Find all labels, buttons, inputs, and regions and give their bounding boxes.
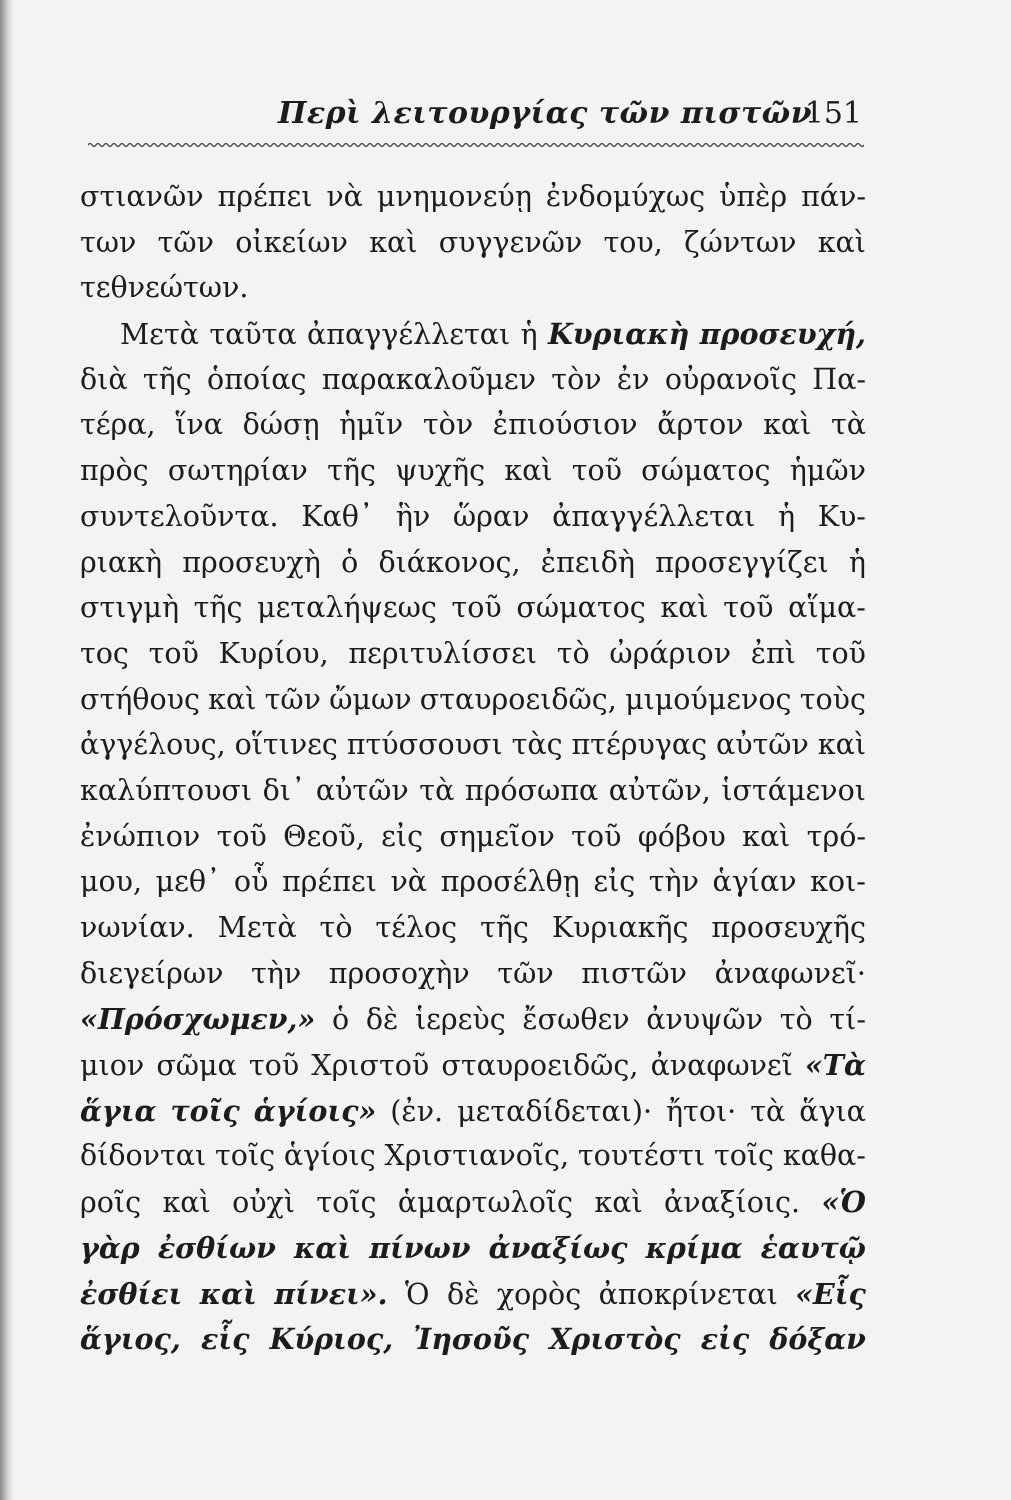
word: τὸ [779, 1003, 813, 1037]
word: παρακαλοῦμεν [321, 362, 536, 396]
word: Κύριος, [269, 1322, 394, 1357]
word: πρὸς [80, 454, 149, 488]
word: νὰ [390, 865, 428, 899]
word: των [80, 225, 137, 259]
word: ἑαυτῷ [760, 1230, 866, 1265]
word: ἐπιούσιον [492, 408, 638, 442]
word: Ὁ [405, 1277, 430, 1311]
word: τὸ [319, 911, 353, 944]
word: τοῦ [248, 1049, 300, 1083]
word: ὠράριον [609, 636, 732, 670]
word: ἀποκρίνεται [598, 1277, 778, 1311]
word: καὶ [504, 454, 553, 488]
word: τοῦ [451, 591, 502, 625]
word: καὶ [369, 225, 418, 259]
word: ἀναφωνεῖ [650, 1049, 793, 1083]
word: διάκονος, [378, 545, 521, 579]
word: προσέλθῃ [440, 865, 580, 899]
word: ὑπὲρ [719, 180, 788, 213]
word: χορὸς [496, 1277, 582, 1311]
word: σταυροειδῶς, [419, 682, 617, 716]
word: αὐτῶν [315, 773, 409, 807]
word: στιγμὴ [80, 591, 180, 625]
word: ἡ [848, 545, 866, 579]
word: προσεγγίζει [655, 545, 829, 579]
word: σώματος [641, 454, 771, 488]
word: ἐπὶ [750, 636, 796, 670]
word: μεθ᾽ [155, 865, 221, 899]
word: Κυριακῆς [551, 911, 689, 944]
word: σωτηρίαν [167, 454, 308, 488]
word: πρόσωπα [464, 773, 599, 807]
word: τί- [829, 1003, 866, 1037]
word: ἡ [777, 499, 796, 533]
word: Χριστὸς [549, 1322, 681, 1357]
word: προσευχὴ [182, 545, 321, 579]
word: πίνει». [274, 1276, 388, 1311]
word: διὰ [80, 362, 128, 396]
word: ἡ [520, 318, 538, 352]
page-number: 151 [804, 96, 862, 131]
word: φόβου [637, 819, 726, 853]
word: δὲ [446, 1277, 480, 1311]
word: στήθους [80, 682, 200, 716]
word: αἵμα- [788, 591, 866, 625]
word: μεταλήψεως [257, 591, 437, 625]
word: Χριστοῦ [311, 1049, 430, 1083]
word: καλύπτουσι [80, 773, 253, 807]
word: διεγείρων [80, 956, 224, 990]
word: ἄρτον [657, 408, 744, 442]
text-line [80, 774, 866, 820]
word: ὥραν [452, 499, 530, 533]
word: καὶ [660, 591, 709, 625]
word: νωνίαν. [80, 911, 195, 944]
word: τοῖς [215, 1139, 276, 1173]
text-line [80, 363, 866, 409]
word: τέρα, [80, 408, 156, 442]
word: ἐσθίει [80, 1276, 183, 1311]
word: ἱερεὺς [414, 1003, 506, 1037]
text-line [80, 1322, 866, 1368]
word: μιμούμενος [625, 682, 792, 716]
body-text [80, 180, 866, 1368]
page-edge-shadow [0, 0, 14, 1500]
word: μου, [80, 865, 143, 899]
word: ροῖς [80, 1186, 142, 1220]
word: προσευχή, [699, 317, 866, 352]
text-line [80, 1185, 866, 1231]
running-head [88, 96, 864, 136]
word: τὸν [422, 408, 474, 442]
word: τοῦ [571, 819, 622, 853]
word: πτέρυγας [571, 728, 708, 762]
word: ὁ [341, 545, 359, 579]
word: εἷς [200, 1322, 250, 1357]
running-title: Περὶ λειτουργίας τῶν πιστῶν [278, 96, 813, 131]
word: πρέπει [281, 865, 377, 899]
word: καὶ [594, 1186, 643, 1220]
word: οἰκείων [235, 225, 348, 259]
word: ἔσωθεν [522, 1003, 630, 1037]
word: προσοχὴν [328, 956, 470, 990]
word: ζώντων [684, 225, 797, 259]
word: Μετὰ [217, 911, 297, 944]
word: τὰ [419, 773, 455, 807]
word: τοῦ [148, 636, 199, 670]
word: καθα- [782, 1139, 866, 1173]
word: τέλος [375, 911, 458, 944]
word: ἐσθίων [157, 1230, 276, 1265]
word: ὤμων [329, 682, 412, 716]
word: δι᾽ [262, 773, 306, 807]
word: κρίμα [645, 1230, 743, 1265]
text-line [80, 546, 866, 592]
word: ταῦτα [209, 318, 297, 352]
word: τοῦ [723, 591, 774, 625]
word: στιανῶν [80, 180, 204, 213]
word: ἀναξίως [488, 1230, 628, 1265]
word: δίδονται [80, 1139, 207, 1173]
word: ἱστάμενοι [721, 773, 866, 807]
word: ἀναφωνεῖ· [714, 956, 866, 990]
word: «Πρόσχωμεν,» [80, 1002, 316, 1037]
word: τοῦ [216, 819, 267, 853]
word: ψυχῆς [395, 454, 486, 488]
word: ἐνώπιον [80, 819, 201, 853]
text-line [80, 865, 866, 911]
word: τὴν [648, 865, 699, 899]
word: δώσῃ [242, 408, 320, 442]
word: νὰ [326, 180, 363, 213]
word: Μετὰ [120, 318, 199, 352]
word: ἀνυψῶν [646, 1003, 764, 1037]
text-line [80, 1139, 866, 1185]
word: δὲ [365, 1003, 399, 1037]
word: ἣν [395, 499, 431, 533]
word: ἀπαγγέλλεται [552, 499, 756, 533]
word: τὸ [556, 636, 590, 670]
word: τεθνεώτων. [80, 271, 249, 305]
text-line [80, 683, 866, 729]
word: εἰς [381, 819, 424, 853]
word: ἵνα [175, 408, 223, 442]
word: Καθ᾽ [301, 499, 374, 533]
word: καὶ [817, 225, 866, 259]
wavy-rule [88, 142, 864, 148]
word: καὶ [763, 408, 812, 442]
text-line [80, 1277, 866, 1323]
word: καὶ [208, 682, 257, 716]
word: τῆς [142, 362, 192, 396]
word: τὸν [551, 362, 602, 396]
word: αὐτῶν [715, 728, 809, 762]
word: Θεοῦ, [283, 819, 365, 853]
word: τὰ [830, 408, 866, 442]
word: οὐρανοῖς [664, 362, 797, 396]
word: τος [80, 636, 129, 670]
word: «Τὰ [804, 1048, 866, 1083]
word: δόξαν [769, 1322, 866, 1357]
text-line [80, 728, 866, 774]
word: κοι- [810, 865, 866, 899]
word: σημεῖον [439, 819, 555, 853]
word: συντελοῦντα. [80, 499, 279, 533]
word: πιστῶν [581, 956, 687, 990]
text-line [80, 957, 866, 1003]
text-line [80, 820, 866, 866]
word: προσευχῆς [711, 911, 866, 944]
word: οὗ [233, 865, 269, 899]
word: τοῦ [815, 636, 866, 670]
word: Πα- [812, 362, 866, 396]
word: τὴν [251, 956, 302, 990]
word: «Ὁ [821, 1185, 866, 1220]
word: ἅγιος, [80, 1322, 181, 1357]
word: σῶμα [156, 1049, 237, 1083]
word: τουτέστι [577, 1139, 706, 1173]
word: καὶ [162, 1186, 211, 1220]
word: πτύσσουσι [346, 728, 503, 762]
word: ἡμῖν [339, 408, 404, 442]
word: σώματος [516, 591, 646, 625]
word: μεταδίδεται)· [457, 1094, 652, 1128]
word: ἀπαγγέλλεται [307, 318, 511, 352]
word: ἐπειδὴ [540, 545, 635, 579]
word: Κυρίου, [218, 636, 329, 670]
word: τῶν [264, 682, 321, 716]
word: ἁγίοις [283, 1139, 376, 1173]
text-line [80, 500, 866, 546]
word: καὶ [817, 728, 866, 762]
word: γὰρ [80, 1230, 140, 1265]
text-line [80, 1231, 866, 1277]
word: Χριστιανοῖς, [384, 1139, 570, 1173]
word: οἵτινες [234, 728, 338, 762]
text-line [80, 1094, 866, 1140]
text-line [80, 271, 866, 317]
word: περιτυλίσσει [348, 636, 538, 670]
word: τῆς [480, 911, 529, 944]
text-line [80, 180, 866, 226]
word: ὁποίας [207, 362, 307, 396]
text-line [80, 1002, 866, 1048]
word: Κυριακὴ [547, 317, 690, 352]
word: καὶ [199, 1276, 257, 1311]
word: ἅγια [80, 1093, 157, 1128]
word: Ἰησοῦς [413, 1322, 530, 1357]
word: ἁμαρτωλοῖς [397, 1186, 573, 1220]
word: τὰς [511, 728, 563, 762]
word: του, [603, 225, 663, 259]
text-line [80, 637, 866, 683]
word: πίνων [369, 1230, 471, 1265]
word: τῶν [497, 956, 554, 990]
word: μιον [80, 1049, 145, 1083]
word: συγγενῶν [438, 225, 583, 259]
word: τὰ [750, 1094, 786, 1128]
word: ἀναξίοις. [664, 1186, 801, 1220]
word: «Εἷς [795, 1276, 866, 1311]
word: τοῦ [571, 454, 622, 488]
text-line [80, 1048, 866, 1094]
word: ἡμῶν [789, 454, 866, 488]
text-line [80, 911, 866, 957]
word: πάν- [801, 180, 866, 213]
word: αὐτῶν, [608, 773, 711, 807]
word: οὐχὶ [232, 1186, 296, 1220]
word: καὶ [293, 1230, 352, 1265]
word: ἁγίαν [712, 865, 797, 899]
word: τοῖς [316, 1186, 377, 1220]
word: τρό- [806, 819, 866, 853]
word: τοὺς [799, 682, 866, 716]
word: ἤτοι· [665, 1094, 737, 1128]
word: ἀγγέλους, [80, 728, 226, 762]
text-line [80, 454, 866, 500]
word: (ἐν. [390, 1094, 444, 1128]
word: μνημονεύῃ [376, 180, 532, 213]
text-line [80, 317, 866, 363]
word: ἅγια [799, 1094, 866, 1128]
word: καὶ [742, 819, 791, 853]
word: σταυροειδῶς, [441, 1049, 639, 1083]
word: εἰς [593, 865, 636, 899]
word: ἁγίοις» [253, 1093, 377, 1128]
text-line [80, 591, 866, 637]
text-line [80, 408, 866, 454]
word: ὁ [331, 1003, 350, 1037]
word: ἐν [616, 362, 650, 396]
word: τοῖς [713, 1139, 774, 1173]
word: τῆς [327, 454, 376, 488]
word: τῆς [193, 591, 243, 625]
word: πρέπει [217, 180, 313, 213]
word: ριακὴ [80, 545, 163, 579]
word: τοῖς [170, 1093, 240, 1128]
word: τῶν [157, 225, 214, 259]
text-line [80, 226, 866, 272]
word: ἐνδομύχως [545, 180, 706, 213]
word: εἰς [700, 1322, 750, 1357]
word: Κυ- [817, 499, 866, 533]
